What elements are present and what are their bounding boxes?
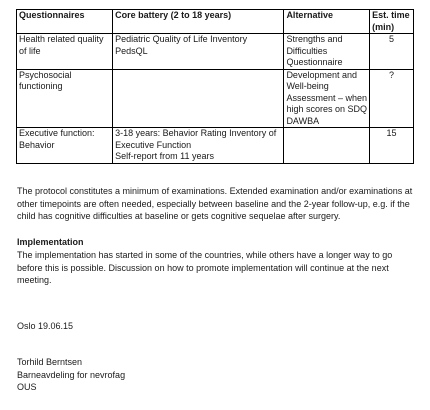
signature-block [17,356,413,394]
cell-line: Assessment – when [286,92,367,103]
cell-line: Strengths and [286,34,343,44]
questionnaire-table [16,9,414,164]
signature-name: Torhild Berntsen [17,357,83,367]
paragraph-line: before this is possible. Discussion on how to promote implementation will continue at the next [17,262,389,273]
cell-line: Well-being [286,81,329,91]
header-core-battery: Core battery (2 to 18 years) [113,10,284,34]
header-est-time: Est. time (min) [370,10,414,34]
cell-line: of life [19,45,41,56]
cell-line: Executive Function [115,139,192,150]
cell-line: Self-report from 11 years [115,151,214,161]
cell-alternative [284,69,370,128]
implementation-paragraph [17,249,413,287]
cell-line: Health related quality [19,34,104,44]
cell-line: Questionnaire [286,57,343,67]
table-row [17,128,414,164]
cell-questionnaire [17,69,113,128]
cell-alternative [284,128,370,164]
implementation-heading: Implementation [17,237,84,247]
cell-questionnaire [17,128,113,164]
cell-line: PedsQL [115,45,148,56]
table-row [17,69,414,128]
cell-questionnaire [17,34,113,70]
cell-est-time: 15 [370,128,414,164]
cell-alternative [284,34,370,70]
table-row [17,34,414,70]
cell-line: Development and [286,69,357,80]
cell-line: 3-18 years: Behavior Rating Inventory of [115,128,277,138]
header-alternative: Alternative [284,10,370,34]
cell-line: Executive function: [19,128,95,138]
cell-est-time: 5 [370,34,414,70]
cell-line: functioning [19,81,63,91]
cell-line: high scores on SDQ [286,104,367,114]
protocol-paragraph [17,185,413,223]
signature-organization: OUS [17,382,37,392]
cell-line: DAWBA [286,115,320,126]
cell-line: Pediatric Quality of Life Inventory [115,34,248,44]
cell-line: Behavior [19,139,55,150]
paragraph-line: child has cognitive difficulties at baseline or gets cognitive sequelae after surgery. [17,211,341,221]
cell-line: Psychosocial [19,69,72,80]
cell-core-battery [113,128,284,164]
place-date: Oslo 19.06.15 [17,321,74,331]
cell-core-battery [113,34,284,70]
paragraph-line: meeting. [17,275,52,285]
table-header-row [17,10,414,34]
paragraph-line: The implementation has started in some of the countries, while others have a longer way to go [17,250,393,260]
paragraph-line: The protocol constitutes a minimum of examinations. Extended examination and/or examinations at [17,186,413,196]
signature-department: Barneavdeling for nevrofag [17,369,126,380]
header-questionnaires: Questionnaires [17,10,113,34]
cell-line: Difficulties [286,45,328,56]
cell-core-battery [113,69,284,128]
paragraph-line: other timepoints are often needed, especially between baseline and the 2-year follow-up, e.g. if the [17,198,410,209]
cell-est-time: ? [370,69,414,128]
